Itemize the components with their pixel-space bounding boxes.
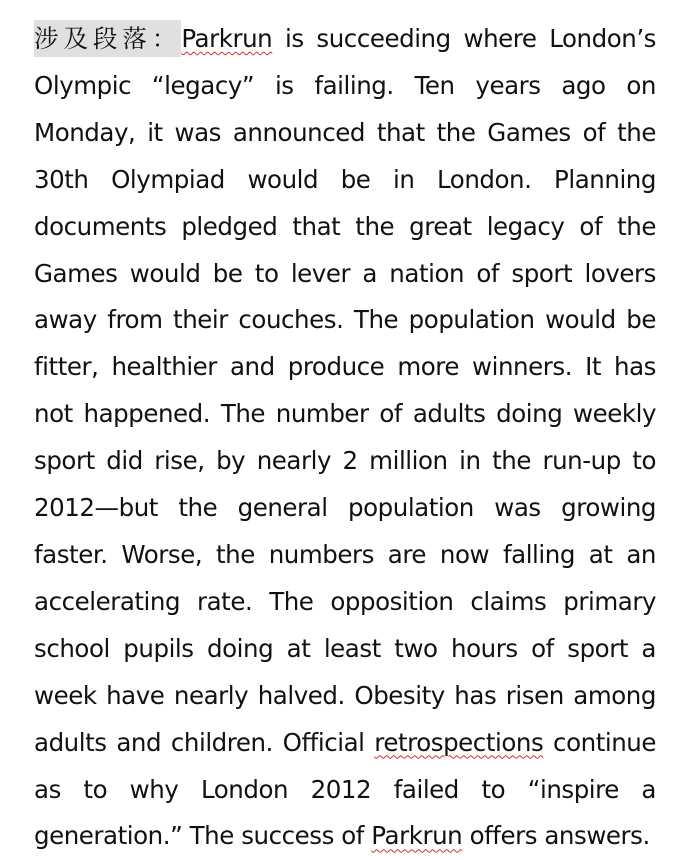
passage-text: is succeeding where London’s Olympic “legacy” is failing. Ten years ago on Monday, it was announced that the Games of the 30th Olympiad would be in London. Planning documents pledged that the great legacy of the Games would be to lever a nation of sport lovers away from their couches. The population would be fitter, healthier and produce more winners. It has not happened. The number of adults doing weekly sport did rise, by nearly 2 million in the run-up to 2012—but the general population was growing faster. Worse, the numbers are now falling at an accelerating rate. The opposition claims primary school pupils doing at least two hours of sport a week have nearly halved. Obesity has risen among adults and children. Official: [34, 24, 656, 757]
spellcheck-word-retrospections[interactable]: retrospections: [374, 727, 544, 757]
passage-text: continue as to why London 2012 failed to “inspire a generation.” The success of: [34, 727, 656, 851]
spellcheck-word-parkrun[interactable]: Parkrun: [181, 24, 273, 53]
passage-label: 涉及段落：: [34, 20, 181, 57]
passage-text: offers answers.: [462, 821, 650, 851]
spellcheck-word-parkrun[interactable]: Parkrun: [371, 821, 463, 851]
passage-paragraph: [34, 16, 656, 860]
